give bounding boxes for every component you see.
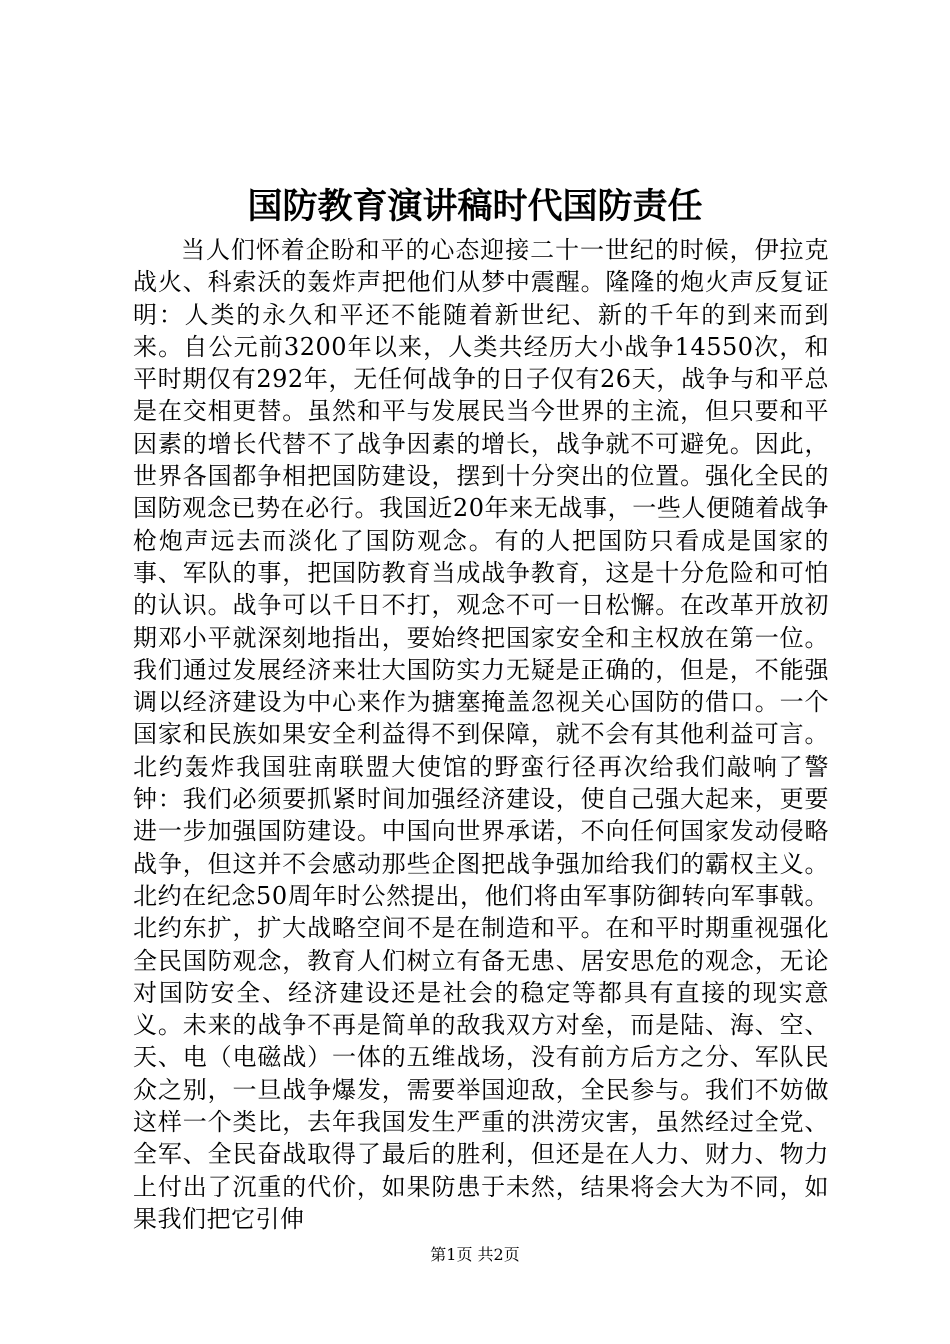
body-paragraph: 当人们怀着企盼和平的心态迎接二十一世纪的时候，伊拉克战火、科索沃的轰炸声把他们从梦中震醒。隆隆的炮火声反复证明：人类的永久和平还不能随着新世纪、新的千年的到来而到来。自公元前3200年以来，人类共经历大小战争14550次，和平时期仅有292年，无任何战争的日子仅有26天，战争与和平总是在交相更替。虽然和平与发展民当今世界的主流，但只要和平因素的增长代替不了战争因素的增长，战争就不可避免。因此，世界各国都争相把国防建设，摆到十分突出的位置。强化全民的国防观念已势在必行。我国近20年来无战事，一些人便随着战争枪炮声远去而淡化了国防观念。有的人把国防只看成是国家的事、军队的事，把国防教育当成战争教育，这是十分危险和可怕的认识。战争可以千日不打，观念不可一日松懈。在改革开放初期邓小平就深刻地指出，要始终把国家安全和主权放在第一位。我们通过发展经济来壮大国防实力无疑是正确的，但是，不能强调以经济建设为中心来作为搪塞掩盖忽视关心国防的借口。一个国家和民族如果安全利益得不到保障，就不会有其他利益可言。北约轰炸我国驻南联盟大使馆的野蛮行径再次给我们敲响了警钟：我们必须要抓紧时间加强经济建设，使自己强大起来，更要进一步加强国防建设。中国向世界承诺，不向任何国家发动侵略战争，但这并不会感动那些企图把战争强加给我们的霸权主义。北约在纪念50周年时公然提出，他们将由军事防御转向军事戟。北约东扩，扩大战略空间不是在制造和平。在和平时期重视强化全民国防观念，教育人们树立有备无患、居安思危的观念，无论对国防安全、经济建设还是社会的稳定等都具有直接的现实意义。未来的战争不再是简单的敌我双方对垒，而是陆、海、空、天、电（电磁战）一体的五维战场，没有前方后方之分、军队民众之别，一旦战争爆发，需要举国迎敌，全民参与。我们不妨做这样一个类比，去年我国发生严重的洪涝灾害，虽然经过全党、全军、全民奋战取得了最后的胜利，但还是在人力、财力、物力上付出了沉重的代价，如果防患于未然，结果将会大为不同，如果我们把它引伸 <box>133 236 829 1233</box>
page-title: 国防教育演讲稿时代国防责任 <box>247 186 703 227</box>
page-number-footer: 第1页 共2页 <box>430 1245 520 1264</box>
